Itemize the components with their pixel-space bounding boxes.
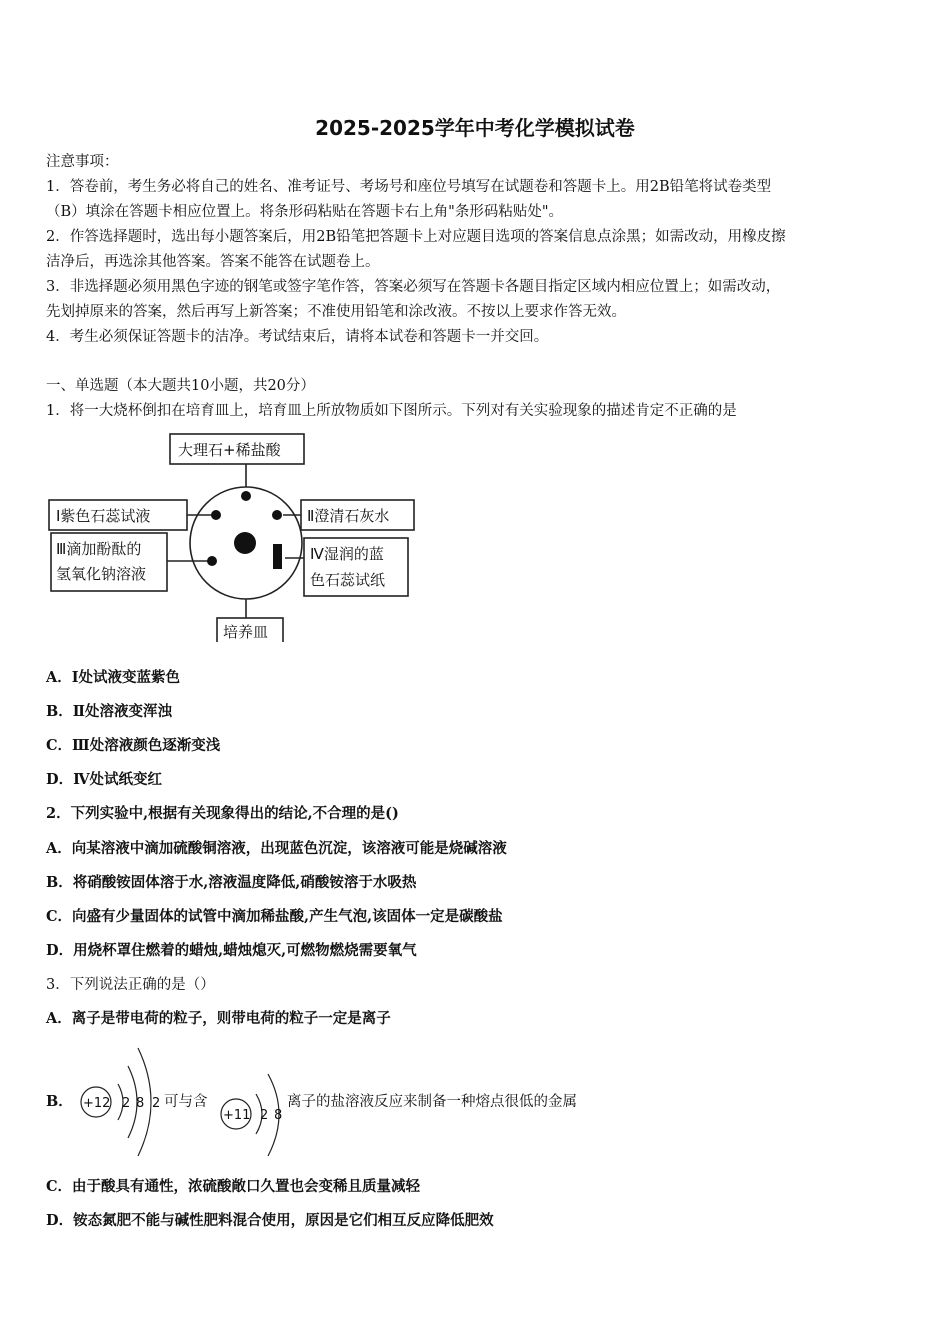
q1-option-b: B．Ⅱ处溶液变浑浊 [46,703,172,720]
shell-electrons: 2 [260,1108,269,1123]
notice-heading: 注意事项： [46,154,119,170]
q3-option-d: D．铵态氮肥不能与碱性肥料混合使用，原因是它们相互反应降低肥效 [46,1212,494,1229]
shell-electrons: 2 [152,1096,161,1111]
q3-option-b-tail: 离子的盐溶液反应来制备一种熔点很低的金属 [287,1094,577,1110]
notice-line: 1．答卷前，考生务必将自己的姓名、准考证号、考场号和座位号填写在试题卷和答题卡上。用2B铅笔将试卷类型 [46,179,772,195]
right-label: Ⅱ澄清石灰水 [307,507,390,525]
notice-line: 2．作答选择题时，选出每小题答案后，用2B铅笔把答题卡上对应题目选项的答案信息点涂黑；如需改动，用橡皮擦 [46,229,786,245]
notice-line: （B）填涂在答题卡相应位置上。将条形码粘贴在答题卡右上角"条形码粘贴处"。 [46,204,563,220]
top-beaker-dot [241,491,251,501]
notice-line: 先划掉原来的答案，然后再写上新答案；不准使用铅笔和涂改液。不按以上要求作答无效。 [46,304,626,320]
page-title: 2025-2025学年中考化学模拟试卷 [315,116,635,140]
notice-line: 洁净后，再选涂其他答案。答案不能答在试题卷上。 [46,254,380,270]
nucleus-charge: +12 [83,1096,111,1111]
q2-option-d: D．用烧杯罩住燃着的蜡烛,蜡烛熄灭,可燃物燃烧需要氧气 [46,942,417,959]
question-2-stem: 2．下列实验中,根据有关现象得出的结论,不合理的是() [46,805,399,822]
test-paper [273,544,282,569]
shell-electrons: 8 [136,1096,145,1111]
left2-dot [207,556,217,566]
left-dot [211,510,221,520]
q2-option-b: B．将硝酸铵固体溶于水,溶液温度降低,硝酸铵溶于水吸热 [46,874,417,891]
question-3-stem: 3．下列说法正确的是（） [46,977,215,993]
right2-label-line2: 色石蕊试纸 [310,571,386,589]
question-1-stem: 1．将一大烧杯倒扣在培育皿上，培育皿上所放物质如下图所示。下列对有关实验现象的描述肯定不正确的是 [46,403,737,419]
shell-electrons: 8 [274,1108,283,1123]
left2-label-line1: Ⅲ滴加酚酞的 [56,540,142,558]
q3-option-b-mid: 可与含 [164,1094,208,1110]
q1-option-d: D．Ⅳ处试纸变红 [46,771,163,788]
bottom-label: 培养皿 [223,623,269,641]
q3-option-c: C．由于酸具有通性，浓硫酸敞口久置也会变稀且质量减轻 [46,1178,421,1195]
petri-dish-diagram [40,428,440,642]
q3-option-b-letter: B． [46,1093,73,1110]
q2-option-a: A．向某溶液中滴加硫酸铜溶液，出现蓝色沉淀，该溶液可能是烧碱溶液 [46,840,507,857]
q1-option-a: A．Ⅰ处试液变蓝紫色 [46,669,181,686]
notice-line: 4．考生必须保证答题卡的洁净。考试结束后，请将本试卷和答题卡一并交回。 [46,329,549,345]
notice-line: 3．非选择题必须用黑色字迹的钢笔或签字笔作答，答案必须写在答题卡各题目指定区域内相应位置上；如需改动， [46,279,781,295]
magnesium-atom-diagram [76,1042,166,1160]
center-dot [234,532,256,554]
q2-option-c: C．向盛有少量固体的试管中滴加稀盐酸,产生气泡,该固体一定是碳酸盐 [46,908,503,925]
sodium-atom-diagram [216,1070,290,1162]
right-dot [272,510,282,520]
shell-electrons: 2 [122,1096,131,1111]
q3-option-a: A．离子是带电荷的粒子，则带电荷的粒子一定是离子 [46,1010,391,1027]
section-heading: 一、单选题（本大题共10小题，共20分） [46,378,315,394]
left2-label-line2: 氢氧化钠溶液 [56,565,147,583]
left-label: Ⅰ紫色石蕊试液 [56,507,151,525]
nucleus-charge: +11 [223,1108,251,1123]
q1-option-c: C．Ⅲ处溶液颜色逐渐变浅 [46,737,221,754]
top-label: 大理石+稀盐酸 [178,441,281,459]
right2-label-line1: Ⅳ湿润的蓝 [310,545,384,563]
